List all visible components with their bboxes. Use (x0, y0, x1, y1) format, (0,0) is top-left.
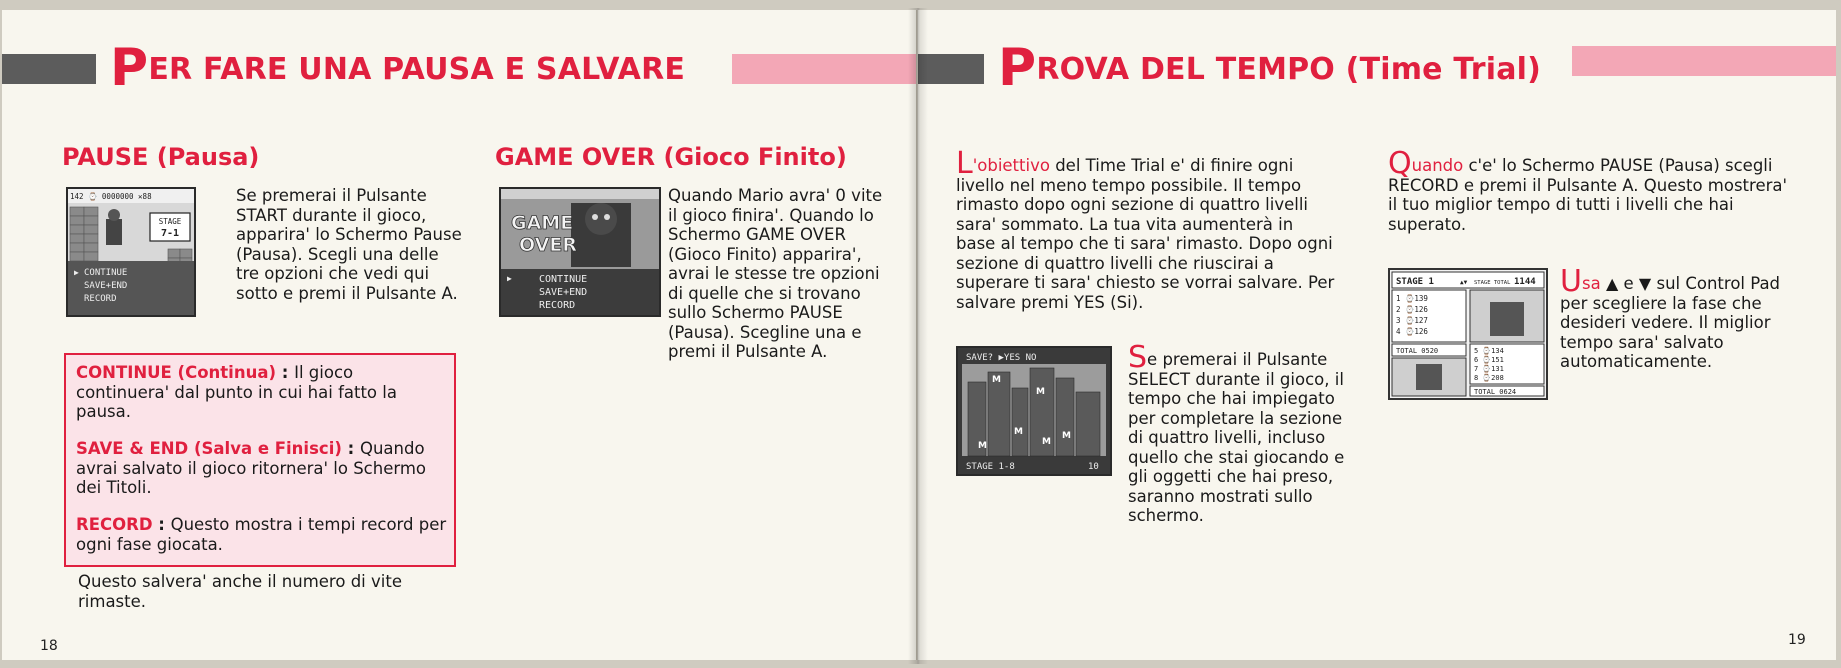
option-save-end: SAVE & END (Salva e Finisci) : Quando avrai salvato il gioco ritornera' lo Schermo dei Titoli. (76, 439, 427, 497)
pause-heading: PAUSE (Pausa) (62, 143, 260, 171)
svg-text:M: M (1014, 427, 1023, 437)
select-text: Se premerai il Pulsante SELECT durante il gioco, il tempo che hai impiegato per completare la sezione di quattro livelli, incluso quello che stai giocando e gli oggetti che hai preso, saranno mostrati sullo schermo. (1128, 340, 1345, 525)
svg-text:TOTAL 0624: TOTAL 0624 (1474, 388, 1517, 396)
header-bar-pink (1572, 46, 1836, 76)
svg-text:4 ⌚126: 4 ⌚126 (1396, 327, 1428, 336)
usa-text: Usa ▲ e ▼ sul Control Pad per scegliere la fase che desideri vedere. Il miglior tempo sara' salvato automaticamente. (1560, 264, 1781, 371)
svg-text:6 ⌚151: 6 ⌚151 (1474, 356, 1504, 364)
record-screenshot (1388, 268, 1548, 400)
svg-text:2 ⌚126: 2 ⌚126 (1396, 305, 1428, 314)
page-title: PROVA DEL TEMPO (Time Trial) (998, 38, 1542, 98)
pause-menu-continue: CONTINUE (84, 268, 128, 278)
gameover-screenshot (499, 187, 661, 317)
gameover-menu-save: SAVE+END (539, 287, 588, 298)
up-arrow-icon: ▲ (1605, 274, 1619, 293)
svg-text:3 ⌚127: 3 ⌚127 (1396, 316, 1428, 325)
svg-text:▶: ▶ (507, 274, 512, 283)
save-counter: 10 (1088, 462, 1099, 472)
record-stage: STAGE 1 (1396, 277, 1434, 287)
gameover-menu-continue: CONTINUE (539, 274, 588, 285)
svg-text:▶: ▶ (74, 268, 79, 277)
svg-text:M: M (978, 441, 987, 451)
gameover-line2: OVER (519, 234, 577, 256)
options-box (64, 353, 456, 567)
save-stage: STAGE 1-8 (966, 462, 1015, 472)
page-number-left: 18 (40, 638, 58, 654)
svg-text:TOTAL 0520: TOTAL 0520 (1396, 347, 1439, 355)
svg-text:8 ⌚208: 8 ⌚208 (1474, 374, 1504, 382)
footnote: Questo salvera' anche il numero di vite rimaste. (78, 572, 402, 611)
header-bar-dark (2, 54, 96, 84)
svg-text:▲▼: ▲▼ (1460, 279, 1468, 286)
svg-text:M: M (1042, 437, 1051, 447)
record-text: Quando c'e' lo Schermo PAUSE (Pausa) scegli RECORD e premi il Pulsante A. Questo mostrera' il tuo miglior tempo di tutti i livelli che hai superato. (1388, 146, 1788, 234)
svg-text:M: M (1036, 387, 1045, 397)
option-record: RECORD : Questo mostra i tempi record per ogni fase giocata. (76, 515, 447, 554)
pause-hud: 142 ⌚ 0000000 ✕88 (70, 192, 152, 201)
pause-stage-value: 7-1 (160, 228, 180, 239)
save-prompt: SAVE? ▶YES NO (966, 353, 1037, 363)
svg-text:M: M (1062, 431, 1071, 441)
gameover-menu-record: RECORD (539, 300, 576, 311)
pause-screenshot (66, 187, 196, 317)
svg-text:5 ⌚134: 5 ⌚134 (1474, 347, 1504, 355)
page-number-right: 19 (1788, 632, 1806, 648)
svg-text:1 ⌚139: 1 ⌚139 (1396, 294, 1428, 303)
svg-text:M: M (992, 375, 1001, 385)
gameover-text: Quando Mario avra' 0 vite il gioco finira'. Quando lo Schermo GAME OVER (Gioco Finito) apparira', avrai le stesse tre opzioni di quelle che si trovano sullo Schermo PAUSE (Pausa). Scegline una e premi il Pulsante A. (668, 186, 883, 361)
page-title: PER FARE UNA PAUSA E SALVARE (110, 38, 686, 98)
pause-menu-record: RECORD (84, 294, 117, 304)
header-bar-pink (732, 54, 916, 84)
gameover-heading: GAME OVER (Gioco Finito) (495, 143, 847, 171)
record-total-val: 1144 (1514, 277, 1536, 287)
pause-text: Se premerai il Pulsante START durante il gioco, apparira' lo Schermo Pause (Pausa). Scegli una delle tre opzioni che vedi qui sotto e premi il Pulsante A. (236, 186, 462, 303)
gameover-line1: GAME (511, 212, 574, 234)
pause-menu-save: SAVE+END (84, 281, 128, 291)
header-bar-dark (918, 54, 984, 84)
option-continue: CONTINUE (Continua) : Il gioco continuera' dal punto in cui hai fatto la pausa. (76, 363, 397, 421)
pause-stage-label: STAGE (158, 217, 182, 226)
svg-text:7 ⌚131: 7 ⌚131 (1474, 365, 1504, 373)
down-arrow-icon: ▼ (1638, 274, 1652, 293)
page-19 (918, 10, 1836, 660)
page-18 (2, 10, 917, 660)
save-screenshot (956, 346, 1112, 476)
objective-text: L'obiettivo del Time Trial e' di finire ogni livello nel meno tempo possibile. Il tempo rimasto dopo ogni sezione di quattro livelli sara' sommato. La tua vita aumenterà in base al tempo che ti sara' rimasto. Dopo ogni sezione di quattro livelli che riuscirai a superare ti sara' chiesto se vorrai salvare. Per salvare premi YES (Si). (956, 146, 1335, 312)
record-stage-total: STAGE TOTAL (1474, 280, 1511, 286)
